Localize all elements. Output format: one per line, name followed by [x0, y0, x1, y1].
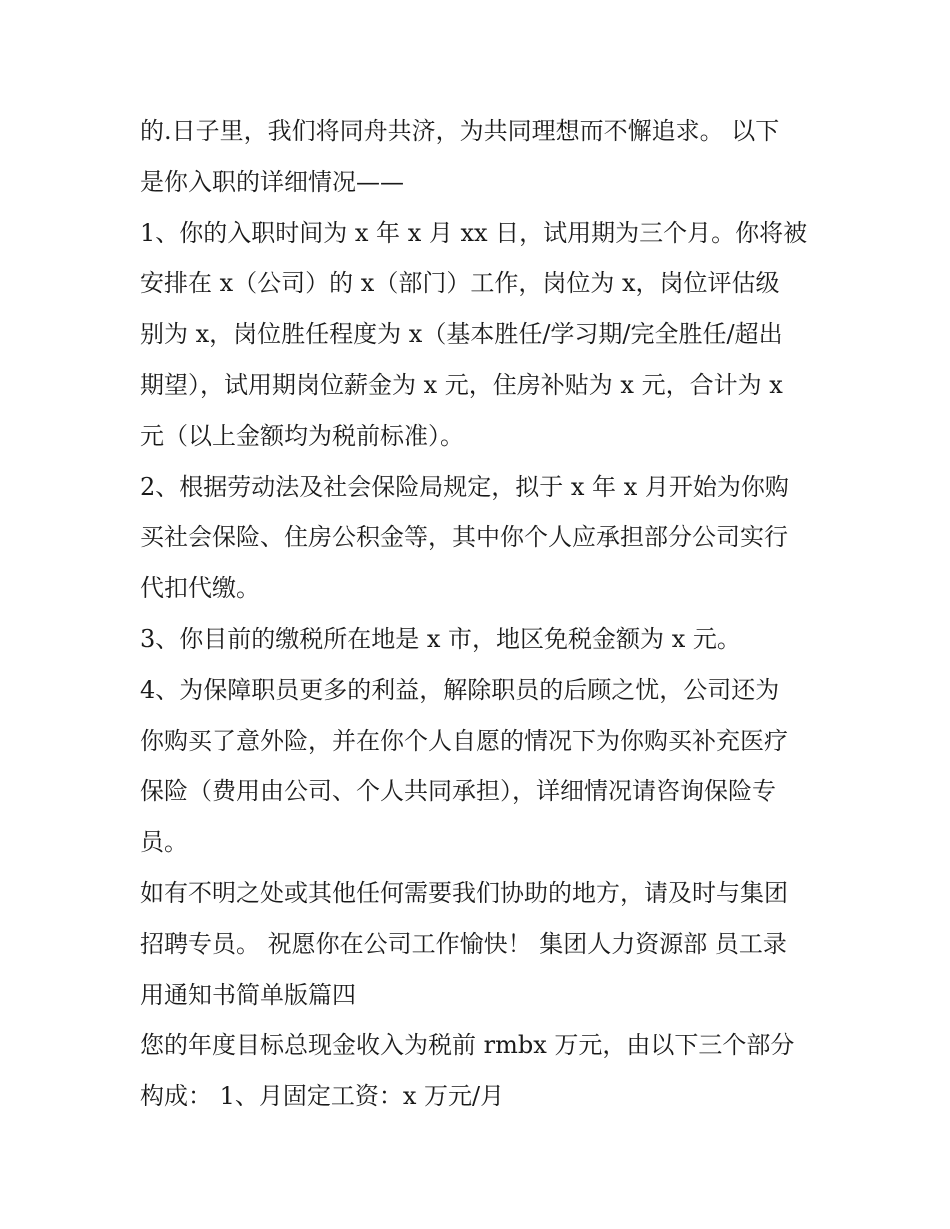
text-line: 你购买了意外险，并在你个人自愿的情况下为你购买补充医疗 [140, 726, 788, 755]
text-line: 4、为保障职员更多的利益，解除职员的后顾之忧，公司还为 [140, 675, 780, 704]
text-line: 是你入职的详细情况—— [140, 167, 404, 196]
text-line: 招聘专员。 祝愿你在公司工作愉快！ 集团人力资源部 员工录 [140, 929, 787, 958]
text-line: 保险（费用由公司、个人共同承担），详细情况请咨询保险专 [140, 777, 776, 806]
text-line: 1、你的入职时间为 x 年 x 月 xx 日，试用期为三个月。你将被 [140, 218, 808, 247]
text-line: 3、你目前的缴税所在地是 x 市，地区免税金额为 x 元。 [140, 624, 741, 653]
text-line: 期望），试用期岗位薪金为 x 元，住房补贴为 x 元，合计为 x [140, 370, 783, 399]
text-line: 买社会保险、住房公积金等，其中你个人应承担部分公司实行 [140, 523, 788, 552]
text-line: 员。 [140, 828, 188, 857]
text-line: 元（以上金额均为税前标准）。 [140, 421, 464, 450]
text-line: 的.日子里，我们将同舟共济，为共同理想而不懈追求。 以下 [140, 117, 780, 145]
text-line: 构成： 1、月固定工资：x 万元/月 [140, 1082, 505, 1111]
text-line: 用通知书简单版篇四 [140, 980, 356, 1009]
document-body [140, 106, 820, 1122]
text-line: 别为 x，岗位胜任程度为 x（基本胜任/学习期/完全胜任/超出 [140, 320, 783, 349]
text-line: 安排在 x（公司）的 x（部门）工作，岗位为 x，岗位评估级 [140, 269, 780, 298]
text-line: 您的年度目标总现金收入为税前 rmbx 万元，由以下三个部分 [140, 1031, 795, 1060]
text-line: 代扣代缴。 [140, 574, 260, 603]
text-line: 2、根据劳动法及社会保险局规定，拟于 x 年 x 月开始为你购 [140, 472, 789, 501]
text-line: 如有不明之处或其他任何需要我们协助的地方，请及时与集团 [140, 878, 788, 907]
